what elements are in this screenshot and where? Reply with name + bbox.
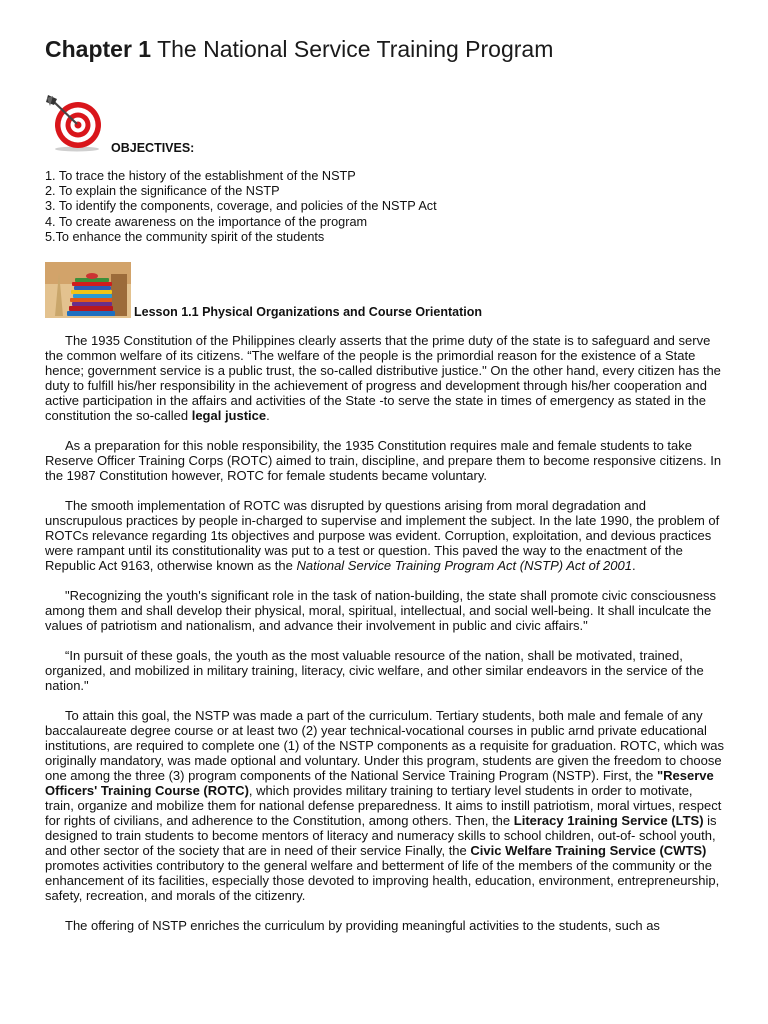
chapter-title	[45, 36, 553, 63]
paragraph: “In pursuit of these goals, the youth as the most valuable resource of the nation, shall be motivated, trained, organized, and mobilized in military training, literacy, civic welfare, and other similar endeavors in the service of the nation."	[45, 648, 704, 693]
paragraph-text: To attain this goal, the NSTP was made a part of the curriculum. Tertiary students, both male and female of any baccalaureate degree course or at least two (2) year technical-vocational courses in public arnd private educational institutions, are required to complete one (1) of the NSTP components as a requisite for graduation. ROTC, which was originally mandatory, was made optional and voluntary. Under this program, students are given the freedom to choose one among the three (3) program components of the National Service Training Program (NSTP). First, the	[45, 708, 724, 783]
target-icon	[44, 94, 106, 152]
paragraph-text: is designed to train students to become mentors of literacy and numeracy skills to school children, out-of- school youth, and other sector of the society that are in need of their service Finally, the	[45, 813, 717, 858]
paragraph: The offering of NSTP enriches the curriculum by providing meaningful activities to the students, such as	[65, 918, 660, 933]
emphasis-text: "Reserve Officers' Training Course (ROTC)	[45, 768, 714, 798]
chapter-title-text: The National Service Training Program	[151, 36, 554, 62]
lesson-title: Lesson 1.1 Physical Organizations and Course Orientation	[134, 305, 483, 319]
paragraph-text: .	[631, 558, 636, 573]
paragraph: As a preparation for this noble responsibility, the 1935 Constitution requires male and female students to take Reserve Officer Training Corps (ROTC) aimed to train, discipline, and prepare them to become responsive citizens. In the 1987 Constitution however, ROTC for female students became voluntary.	[45, 438, 722, 483]
italic-text: National Service Training Program Act (NSTP) Act of 2001	[296, 558, 632, 573]
chapter-label: Chapter 1	[45, 36, 152, 62]
emphasis-text: Literacy 1raining Service (LTS)	[513, 813, 704, 828]
objectives-heading: OBJECTIVES:	[111, 141, 195, 155]
objective-item: 5.To enhance the community spirit of the students	[45, 229, 325, 244]
paragraph-text: The 1935 Constitution of the Philippines clearly asserts that the prime duty of the state is to safeguard and serve the common welfare of its citizens. “The welfare of the people is the primordial reason for the existence of a State hence; government service is a public trust, the so-called distributive justice." On the other hand, every citizen has the duty to fulfill his/her responsibility in the achievement of progress and development through his/her cooperation and active participation in the affairs and activities of the State -to serve the state in times of emergency as stated in the constitution the so-called	[45, 333, 721, 423]
objective-item: 3. To identify the components, coverage, and policies of the NSTP Act	[45, 199, 437, 214]
paragraph	[45, 498, 725, 573]
paragraph: "Recognizing the youth's significant role in the task of nation-building, the state shall promote civic consciousness among them and shall develop their physical, moral, spiritual, intellectual, and social well-being. It shall inculcate the values of patriotism and nationalism, and advance their involvement in public and civic affairs."	[45, 588, 716, 633]
books-icon	[45, 262, 131, 318]
paragraph-text: , which provides military training to tertiary level students in order to motivate, train, organize and mobilize them for national defense preparedness. It aims to instill patriotism, moral virtues, respect for rights of civilians, and adherence to the Constitution, among others. Then, the	[45, 783, 722, 828]
body-text	[45, 333, 725, 948]
objective-item: 4. To create awareness on the importance of the program	[45, 214, 368, 229]
paragraph	[45, 708, 725, 903]
paragraph-text: promotes activities contributory to the general welfare and betterment of life of the members of the community or the enhancement of its facilities, especially those devoted to improving health, education, environment, entrepreneurship, safety, recreation, and morals of the citizenry.	[45, 858, 720, 903]
emphasis-text: Civic Welfare Training Service (CWTS)	[470, 843, 707, 858]
objectives-list	[45, 169, 437, 245]
paragraph	[45, 333, 725, 423]
emphasis-text: legal justice	[191, 408, 267, 423]
objective-item: 2. To explain the significance of the NSTP	[45, 184, 280, 199]
objective-item: 1. To trace the history of the establishment of the NSTP	[45, 169, 356, 183]
paragraph-text: The smooth implementation of ROTC was disrupted by questions arising from moral degradation and unscrupulous practices by people in-charged to supervise and implement the subject. In the late 1990, the problem of ROTCs relevance regarding 1ts objectives and purpose was evident. Corruption, exploitation, and devious practices were rampant until its constitutionality was put to a test or question. This paved the way to the enactment of the Republic Act 9163, otherwise known as the	[45, 498, 720, 573]
paragraph-text: .	[266, 408, 270, 423]
